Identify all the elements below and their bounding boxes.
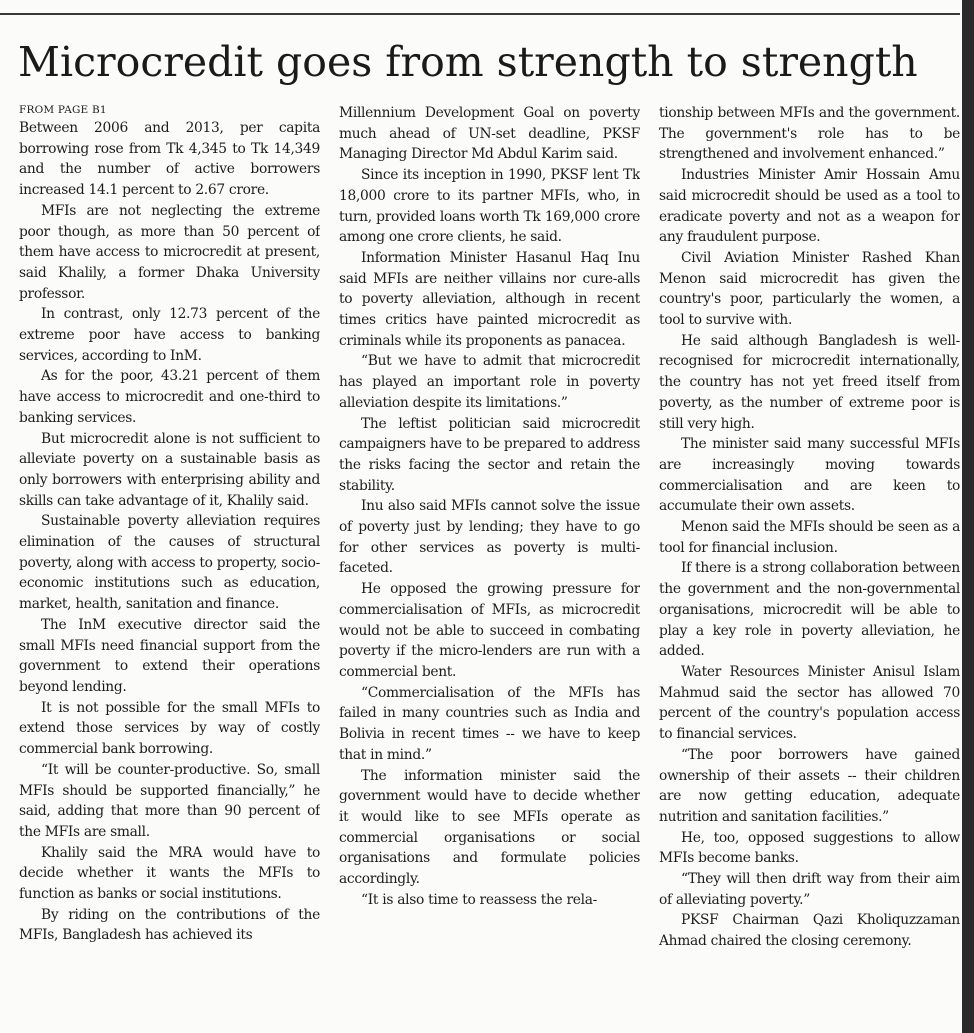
paragraph: The information minister said the government would have to decide whether it would like to see MFIs operate as commercial organisations or social organisations and formulate policies accordingly. [339,767,640,888]
paragraph: Between 2006 and 2013, per capita borrowing rose from Tk 4,345 to Tk 14,349 and the number of active borrowers increased 14.1 percent to 2.67 crore. [19,120,320,199]
paragraph: Millennium Development Goal on poverty much ahead of UN-set deadline, PKSF Managing Director Md Abdul Karim said. [339,105,640,163]
from-page-label: FROM PAGE B1 [19,104,107,116]
page-edge-shadow [962,0,974,1033]
paragraph: “Commercialisation of the MFIs has failed in many countries such as India and Bolivia in recent times -- we have to keep that in mind.” [339,684,640,763]
paragraph: “It will be counter-productive. So, small MFIs should be supported financially,” he said, adding that more than 90 percent of the MFIs are small. [19,761,320,840]
paragraph: He, too, opposed suggestions to allow MFIs become banks. [659,829,960,867]
paragraph: The minister said many successful MFIs are increasingly moving towards commercialisation and are keen to accumulate their own assets. [659,436,960,515]
article-headline: Microcredit goes from strength to strength [18,38,918,86]
top-rule [0,13,960,15]
paragraph: The leftist politician said microcredit campaigners have to be prepared to address the risks facing the sector and retain the stability. [339,415,640,494]
paragraph: “The poor borrowers have gained ownership of their assets -- their children are now getting education, adequate nutrition and sanitation facilities.” [659,746,960,825]
paragraph: The InM executive director said the small MFIs need financial support from the government to extend their operations beyond lending. [19,616,320,695]
paragraph: It is not possible for the small MFIs to extend those services by way of costly commercial bank borrowing. [19,699,320,758]
paragraph: tionship between MFIs and the government. The government's role has to be strengthened and involvement enhanced.” [659,105,960,163]
article-column-2 [339,103,640,1033]
paragraph: “They will then drift way from their aim of alleviating poverty.” [659,871,960,908]
paragraph: MFIs are not neglecting the extreme poor though, as more than 50 percent of them have access to microcredit at present, said Khalily, a former Dhaka University professor. [19,202,320,302]
paragraph: “But we have to admit that microcredit has played an important role in poverty alleviation despite its limitations.” [339,353,640,411]
paragraph: Since its inception in 1990, PKSF lent Tk 18,000 crore to its partner MFIs, who, in turn, provided loans worth Tk 169,000 crore among one crore clients, he said. [339,167,640,246]
paragraph: By riding on the contributions of the MFIs, Bangladesh has achieved its [19,906,320,944]
paragraph: Water Resources Minister Anisul Islam Mahmud said the sector has allowed 70 percent of the country's population access to financial services. [659,663,960,743]
paragraph: He said although Bangladesh is well-recognised for microcredit internationally, the country has not yet freed itself from poverty, as the number of extreme poor is still very high. [659,332,960,432]
paragraph: In contrast, only 12.73 percent of the extreme poor have access to banking services, according to InM. [19,306,320,364]
paragraph: Sustainable poverty alleviation requires elimination of the causes of structural poverty, along with access to property, socio-economic institutions such as education, market, health, sanitation and finance. [19,513,320,613]
paragraph: But microcredit alone is not sufficient to alleviate poverty on a sustainable basis as only borrowers with enterprising ability and skills can take advantage of it, Khalily said. [19,430,320,509]
paragraph: Menon said the MFIs should be seen as a tool for financial inclusion. [659,519,960,556]
article-column-3 [659,103,960,1033]
paragraph: If there is a strong collaboration between the government and the non-governmental organisations, microcredit will be able to play a key role in poverty alleviation, he added. [659,560,960,660]
paragraph: Civil Aviation Minister Rashed Khan Menon said microcredit has given the country's poor, particularly the women, a tool to survive with. [659,249,960,329]
paragraph: Information Minister Hasanul Haq Inu said MFIs are neither villains nor cure-alls to poverty alleviation, although in recent times critics have painted microcredit as criminals while its proponents as panacea. [339,249,640,349]
paragraph: Industries Minister Amir Hossain Amu said microcredit should be used as a tool to eradicate poverty and not as a weapon for any fraudulent purpose. [659,167,960,246]
paragraph: Inu also said MFIs cannot solve the issue of poverty just by lending; they have to go for other services as poverty is multi-faceted. [339,498,640,577]
article-column-1 [19,103,320,1033]
paragraph: PKSF Chairman Qazi Kholiquzzaman Ahmad chaired the closing ceremony. [659,912,960,950]
paragraph: He opposed the growing pressure for commercialisation of MFIs, as microcredit would not be able to succeed in combating poverty if the micro-lenders are run with a commercial bent. [339,581,640,680]
paragraph: “It is also time to reassess the rela- [361,891,598,908]
paragraph: As for the poor, 43.21 percent of them have access to microcredit and one-third to banking services. [19,368,320,426]
paragraph: Khalily said the MRA would have to decide whether it wants the MFIs to function as banks or social institutions. [19,844,320,903]
